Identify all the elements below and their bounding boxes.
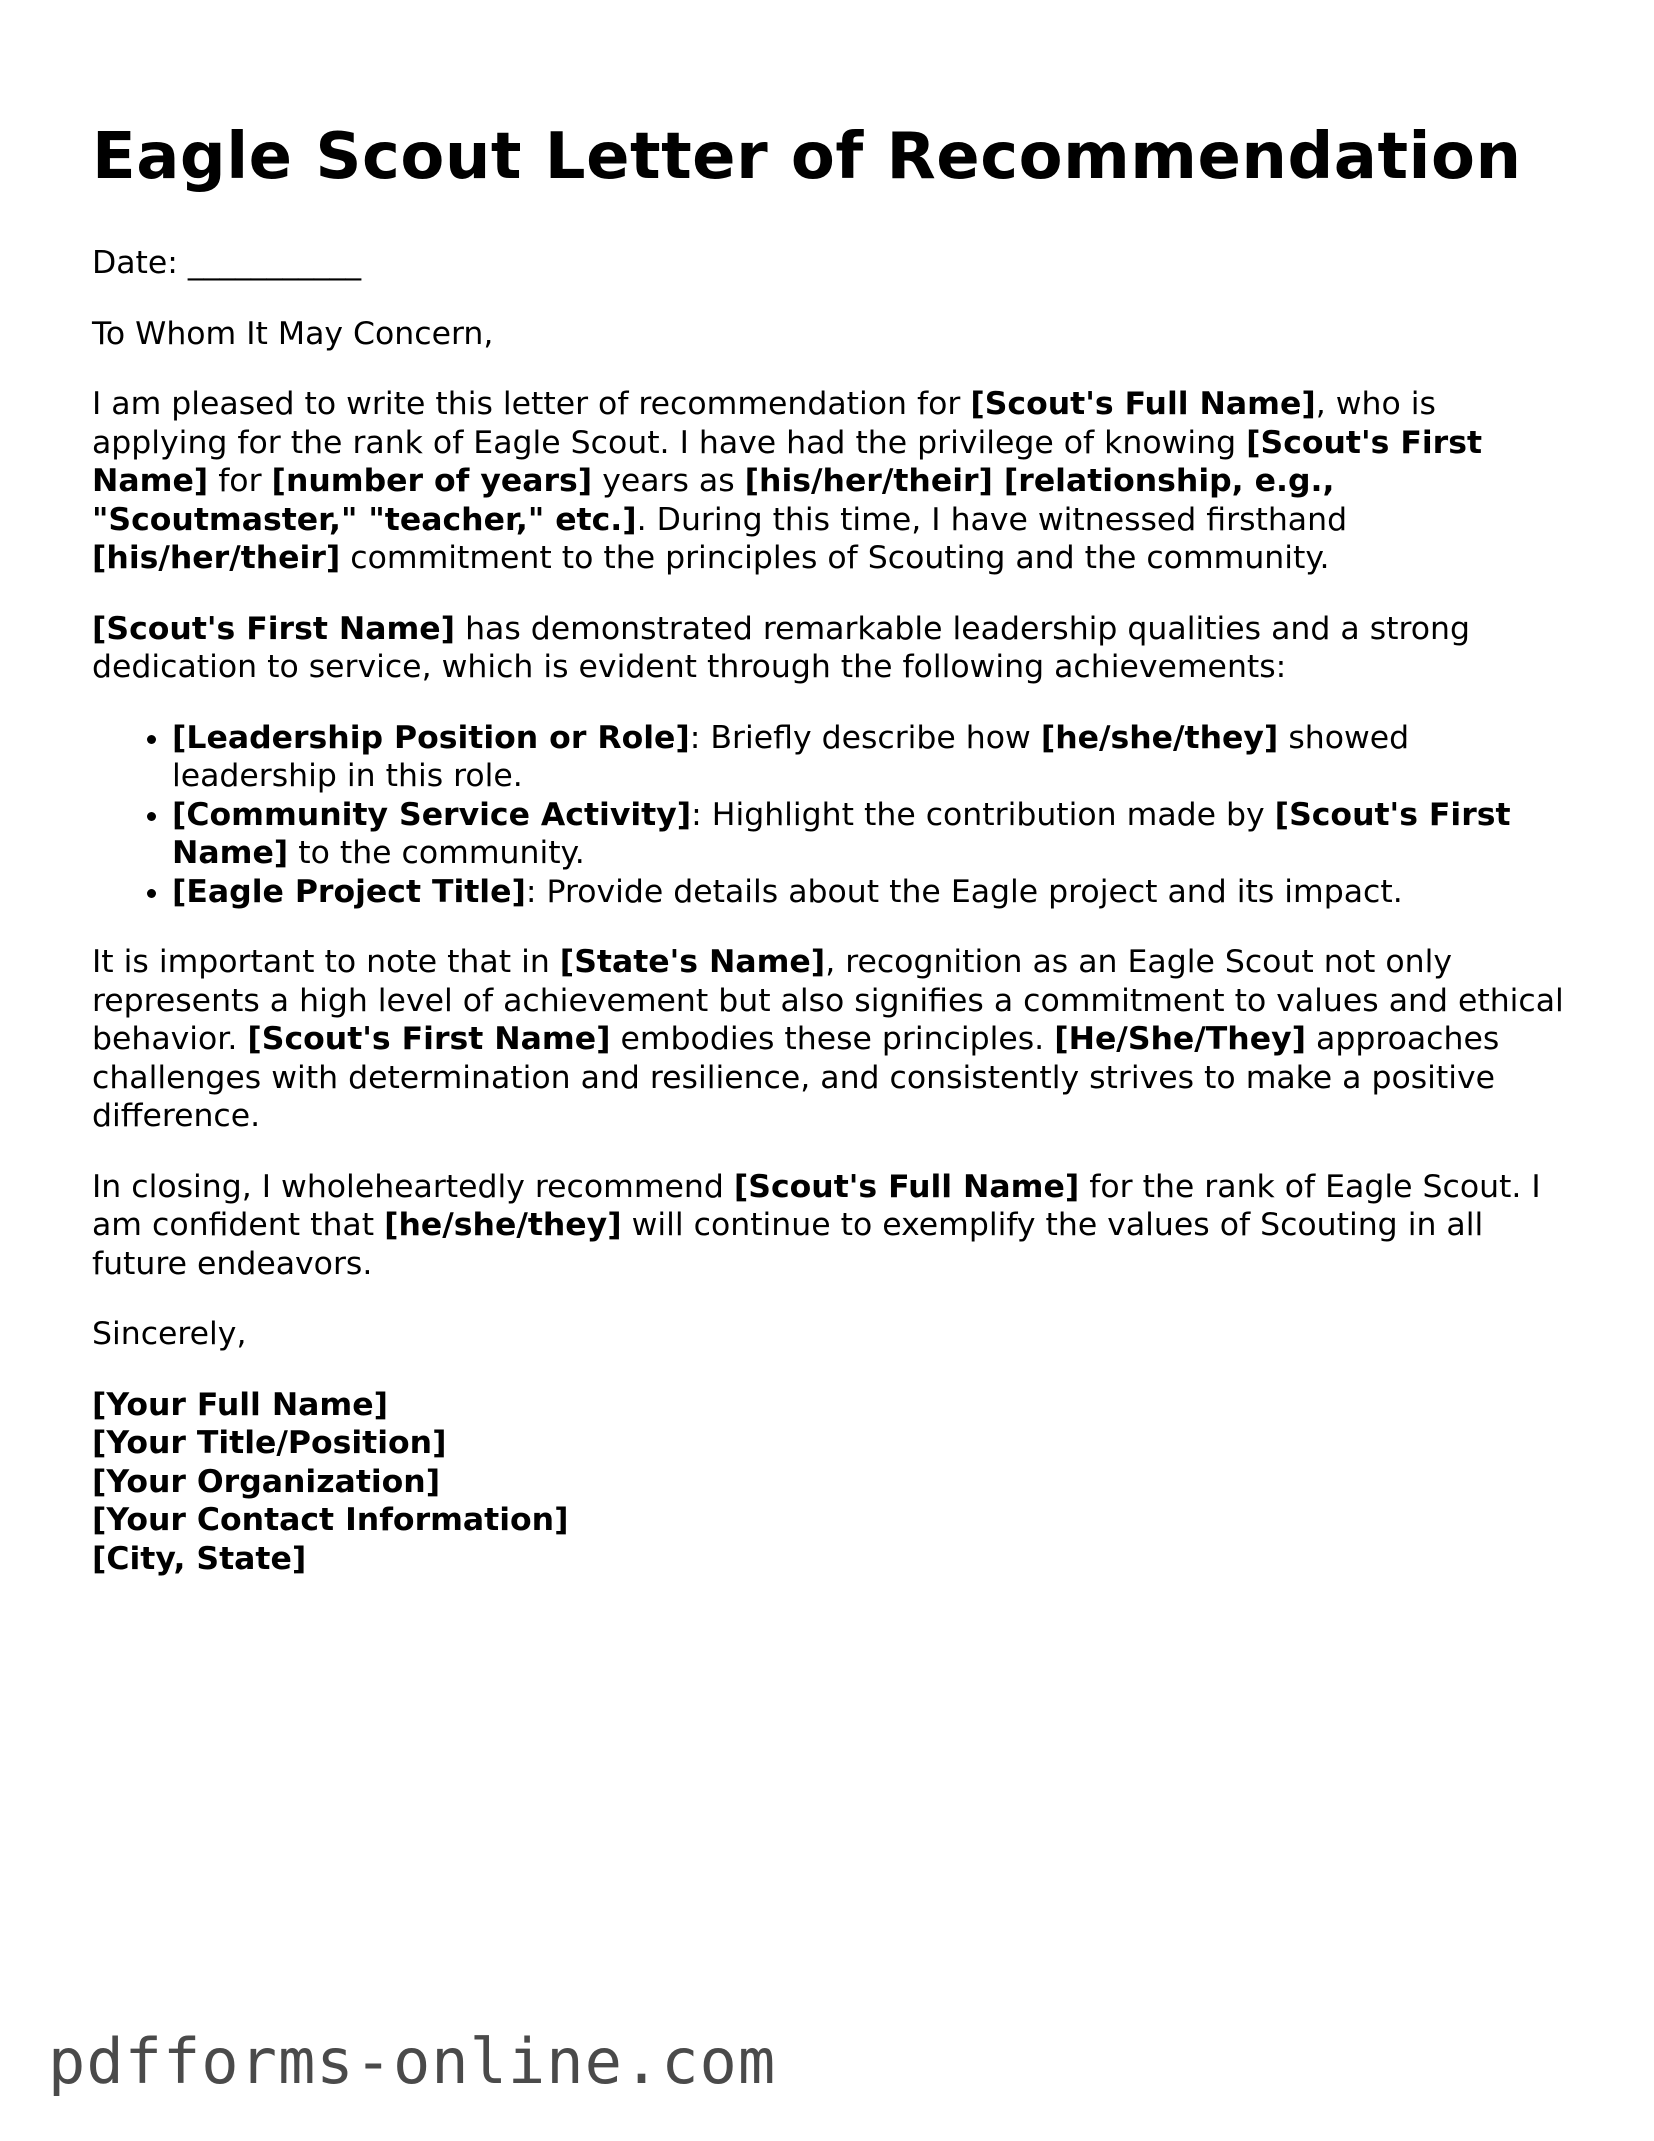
text-segment: It is important to note that in xyxy=(92,944,560,980)
text-segment: commitment to the principles of Scouting and the community. xyxy=(340,540,1330,576)
text-segment: : Highlight the contribution made by xyxy=(691,796,1275,833)
placeholder-scout-first-name: [Scout's First Name] xyxy=(92,610,456,647)
placeholder-scout-full-name: [Scout's Full Name] xyxy=(970,386,1316,422)
signature-contact: [Your Contact Information] xyxy=(92,1502,569,1538)
text-segment: , recognition as an Eagle Scout not only represents a high level of achievement but also signifies a commitment to values and ethical behavior. xyxy=(92,944,1564,1057)
list-item xyxy=(172,796,1572,873)
list-item xyxy=(172,873,1572,912)
placeholder-community-service: [Community Service Activity] xyxy=(172,796,692,833)
placeholder-pronoun: [he/she/they] xyxy=(1040,719,1279,756)
text-segment: , who is applying for the rank of Eagle Scout. I have had the privilege of knowing xyxy=(92,386,1436,461)
text-segment: : Briefly describe how xyxy=(689,719,1041,756)
placeholder-scout-first-name: [Scout's First Name] xyxy=(247,1021,611,1057)
placeholder-scout-first-name: [Scout's First Name] xyxy=(172,796,1511,871)
paragraph-introduction xyxy=(92,385,1572,578)
signature-city-state: [City, State] xyxy=(92,1540,307,1577)
signoff: Sincerely, xyxy=(92,1316,247,1352)
page-title: Eagle Scout Letter of Recommendation xyxy=(92,120,1522,194)
text-segment: : Provide details about the Eagle project and its impact. xyxy=(525,873,1403,910)
achievements-list xyxy=(92,719,1572,912)
text-segment: for the rank of Eagle Scout. I am confident that xyxy=(92,1168,1541,1243)
placeholder-pronoun: [his/her/their] xyxy=(92,540,341,576)
letter-page xyxy=(92,112,1572,1578)
greeting: To Whom It May Concern, xyxy=(92,315,494,352)
placeholder-scout-full-name: [Scout's Full Name] xyxy=(733,1168,1080,1205)
placeholder-eagle-project-title: [Eagle Project Title] xyxy=(172,873,526,910)
text-segment: embodies these principles. xyxy=(610,1021,1055,1057)
placeholder-number-of-years: [number of years] xyxy=(271,463,593,499)
paragraph-state-recognition xyxy=(92,943,1572,1136)
text-segment: has demonstrated remarkable leadership qualities and a strong dedication to service, which is evident through the following achievements: xyxy=(92,610,1470,685)
paragraph-achievements-intro xyxy=(92,610,1572,687)
signature-organization: [Your Organization] xyxy=(92,1463,441,1500)
placeholder-pronoun: [he/she/they] xyxy=(384,1207,622,1243)
text-segment: . During this time, I have witnessed firsthand xyxy=(636,501,1348,538)
signature-title: [Your Title/Position] xyxy=(92,1425,447,1461)
placeholder-leadership-position: [Leadership Position or Role] xyxy=(172,719,690,756)
text-segment: In closing, I wholeheartedly recommend xyxy=(92,1168,734,1205)
date-line: Date: ___________ xyxy=(92,245,362,281)
signature-block xyxy=(92,1386,1572,1579)
signature-name: [Your Full Name] xyxy=(92,1386,389,1423)
text-segment: to the community. xyxy=(288,835,585,871)
placeholder-relationship: [his/her/their] [relationship, e.g., "Scoutmaster," "teacher," etc.] xyxy=(92,463,1335,538)
watermark: pdfforms-online.com xyxy=(48,2025,777,2098)
placeholder-state-name: [State's Name] xyxy=(559,944,826,980)
text-segment: I am pleased to write this letter of recommendation for xyxy=(92,386,971,422)
placeholder-scout-first-name: [Scout's First Name] xyxy=(92,424,1483,499)
placeholder-pronoun: [He/She/They] xyxy=(1054,1021,1307,1057)
text-segment: approaches challenges with determination and resilience, and consistently strives to make a positive difference. xyxy=(92,1021,1500,1134)
text-segment: years as xyxy=(592,463,745,499)
list-item xyxy=(172,719,1572,796)
text-segment: will continue to exemplify the values of Scouting in all future endeavors. xyxy=(92,1207,1484,1282)
text-segment: showed leadership in this role. xyxy=(172,719,1410,794)
text-segment: for xyxy=(208,463,272,499)
paragraph-closing xyxy=(92,1168,1572,1284)
